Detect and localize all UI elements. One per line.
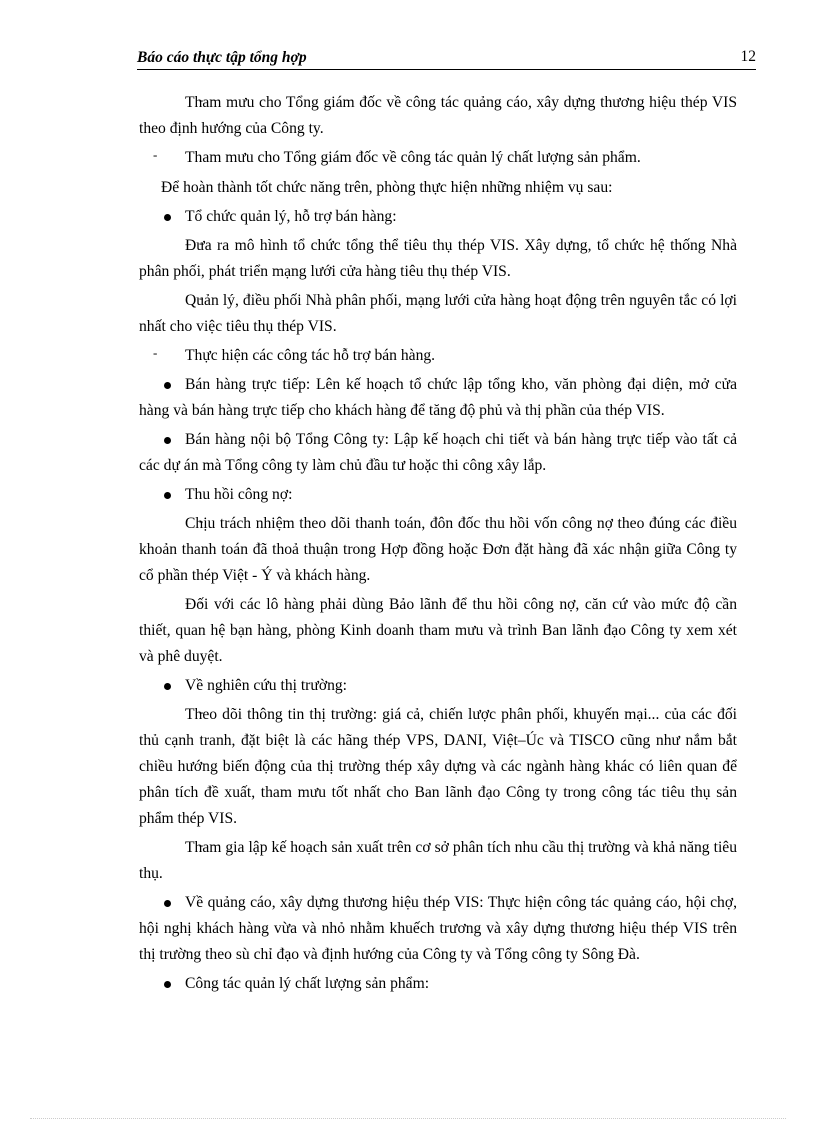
paragraph-text: Tổ chức quản lý, hỗ trợ bán hàng: <box>185 208 397 225</box>
paragraph-text: Đối với các lô hàng phải dùng Bảo lãnh để thu hồi công nợ, căn cứ vào mức độ cần thiết, quan hệ bạn hàng, phòng Kinh doanh tham mưu và trình Ban lãnh đạo Công ty xem xét và phê duyệt. <box>139 596 737 665</box>
dash-item <box>139 835 737 887</box>
paragraph-text: Đưa ra mô hình tổ chức tổng thể tiêu thụ thép VIS. Xây dựng, tổ chức hệ thống Nhà phân phối, phát triển mạng lưới cửa hàng tiêu thụ thép VIS. <box>139 237 737 280</box>
bullet-item <box>139 372 737 424</box>
paragraph-text: Bán hàng trực tiếp: Lên kế hoạch tổ chức lập tổng kho, văn phòng đại diện, mở cửa hàng và bán hàng trực tiếp cho khách hàng để tăng độ phủ và thị phần của thép VIS. <box>139 376 737 419</box>
dash-item <box>139 288 737 340</box>
bullet-icon <box>164 492 171 499</box>
paragraph-text: Tham mưu cho Tổng giám đốc về công tác quảng cáo, xây dựng thương hiệu thép VIS theo định hướng của Công ty. <box>139 94 737 137</box>
bullet-item <box>139 204 737 230</box>
dash-item <box>139 90 737 142</box>
bullet-icon <box>164 683 171 690</box>
page-header <box>137 47 756 70</box>
footer-divider <box>30 1118 786 1119</box>
bullet-item <box>139 673 737 699</box>
paragraph-text: Bán hàng nội bộ Tổng Công ty: Lập kế hoạch chi tiết và bán hàng trực tiếp vào tất cả các dự án mà Tổng công ty làm chủ đầu tư hoặc thi công xây lắp. <box>139 431 737 474</box>
paragraph-text: Để hoàn thành tốt chức năng trên, phòng thực hiện những nhiệm vụ sau: <box>161 179 613 196</box>
dash-item <box>139 145 737 171</box>
bullet-icon <box>164 382 171 389</box>
page-number: 12 <box>740 48 756 65</box>
report-title: Báo cáo thực tập tổng hợp <box>137 49 307 66</box>
paragraph-text: Chịu trách nhiệm theo dõi thanh toán, đôn đốc thu hồi vốn công nợ theo đúng các điều khoản thanh toán đã thoả thuận trong Hợp đồng hoặc Đơn đặt hàng đã xác nhận giữa Công ty cổ phần thép Việt - Ý và khách hàng. <box>139 515 737 584</box>
paragraph-text: Quản lý, điều phối Nhà phân phối, mạng lưới cửa hàng hoạt động trên nguyên tắc có lợi nhất cho việc tiêu thụ thép VIS. <box>139 292 737 335</box>
bullet-icon <box>164 981 171 988</box>
bullet-item <box>139 427 737 479</box>
paragraph-text: Thu hồi công nợ: <box>185 486 293 503</box>
bullet-item <box>139 482 737 508</box>
bullet-icon <box>164 437 171 444</box>
intro-paragraph <box>139 175 737 201</box>
dash-item <box>139 233 737 285</box>
paragraph-text: Công tác quản lý chất lượng sản phẩm: <box>185 975 430 992</box>
dash-item <box>139 702 737 832</box>
bullet-icon <box>164 214 171 221</box>
bullet-item <box>139 890 737 968</box>
dash-item <box>139 343 737 369</box>
paragraph-text: Tham mưu cho Tổng giám đốc về công tác quản lý chất lượng sản phẩm. <box>185 149 641 166</box>
paragraph-text: Về quảng cáo, xây dựng thương hiệu thép VIS: Thực hiện công tác quảng cáo, hội chợ, hội nghị khách hàng vừa và nhỏ nhằm khuếch trương và xây dựng thương hiệu thép VIS trên thị trường theo sù chỉ đạo và định hướng của Công ty và Tổng công ty Sông Đà. <box>139 894 737 963</box>
paragraph-text: Thực hiện các công tác hỗ trợ bán hàng. <box>185 347 436 364</box>
dash-item <box>139 592 737 670</box>
bullet-item <box>139 971 737 997</box>
document-body <box>139 90 737 1000</box>
paragraph-text: Theo dõi thông tin thị trường: giá cả, chiến lược phân phối, khuyến mại... của các đối thủ cạnh tranh, đặt biệt là các hãng thép VPS, DANI, Việt–Úc và TISCO cũng như nắm bắt chiều hướng biến động của thị trường thép xây dựng và các ngành hàng khác có liên quan để phân tích đề xuất, tham mưu tốt nhất cho Ban lãnh đạo Công ty trong công tác tiêu thụ sản phẩm thép VIS. <box>139 706 737 827</box>
dash-item <box>139 511 737 589</box>
bullet-icon <box>164 900 171 907</box>
paragraph-text: Tham gia lập kế hoạch sản xuất trên cơ sở phân tích nhu cầu thị trường và khả năng tiêu thụ. <box>139 839 737 882</box>
paragraph-text: Về nghiên cứu thị trường: <box>185 677 347 694</box>
